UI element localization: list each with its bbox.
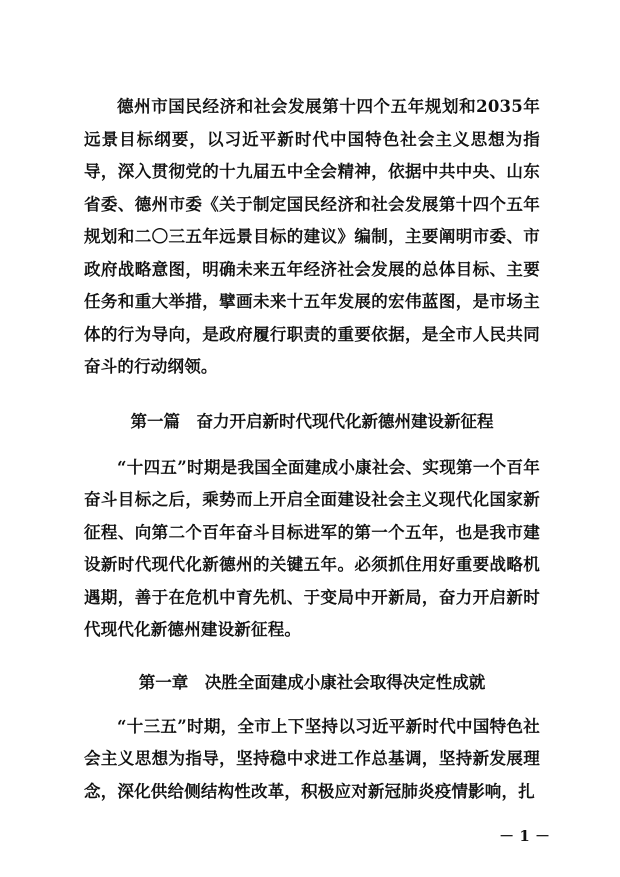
document-body <box>84 91 540 808</box>
part-paragraph: “十四五”时期是我国全面建成小康社会、实现第一个百年奋斗目标之后，乘势而上开启全面建设社会主义现代化国家新征程、向第二个百年奋斗目标进军的第一个五年，也是我市建设新时代现代化新德州的关键五年。必须抓住用好重要战略机遇期，善于在危机中育先机、于变局中开新局，奋力开启新时代现代化新德州建设新征程。 <box>84 457 540 639</box>
chapter-paragraph: “十三五”时期，全市上下坚持以习近平新时代中国特色社会主义思想为指导，坚持稳中求进工作总基调，坚持新发展理念，深化供给侧结构性改革，积极应对新冠肺炎疫情影响，扎 <box>84 716 540 801</box>
page-number: － 1 － <box>499 827 550 845</box>
part-heading: 第一篇 奋力开启新时代现代化新德州建设新征程 <box>130 411 494 431</box>
chapter-heading: 第一章 决胜全面建成小康社会取得决定性成就 <box>138 672 486 692</box>
intro-paragraph: 德州市国民经济和社会发展第十四个五年规划和2035年远景目标纲要，以习近平新时代中国特色社会主义思想为指导，深入贯彻党的十九届五中全会精神，依据中共中央、山东省委、德州市委《关于制定国民经济和社会发展第十四个五年规划和二〇三五年远景目标的建议》编制，主要阐明市委、市政府战略意图，明确未来五年经济社会发展的总体目标、主要任务和重大举措，擘画未来十五年发展的宏伟蓝图，是市场主体的行为导向，是政府履行职责的重要依据，是全市人民共同奋斗的行动纲领。 <box>84 97 540 376</box>
